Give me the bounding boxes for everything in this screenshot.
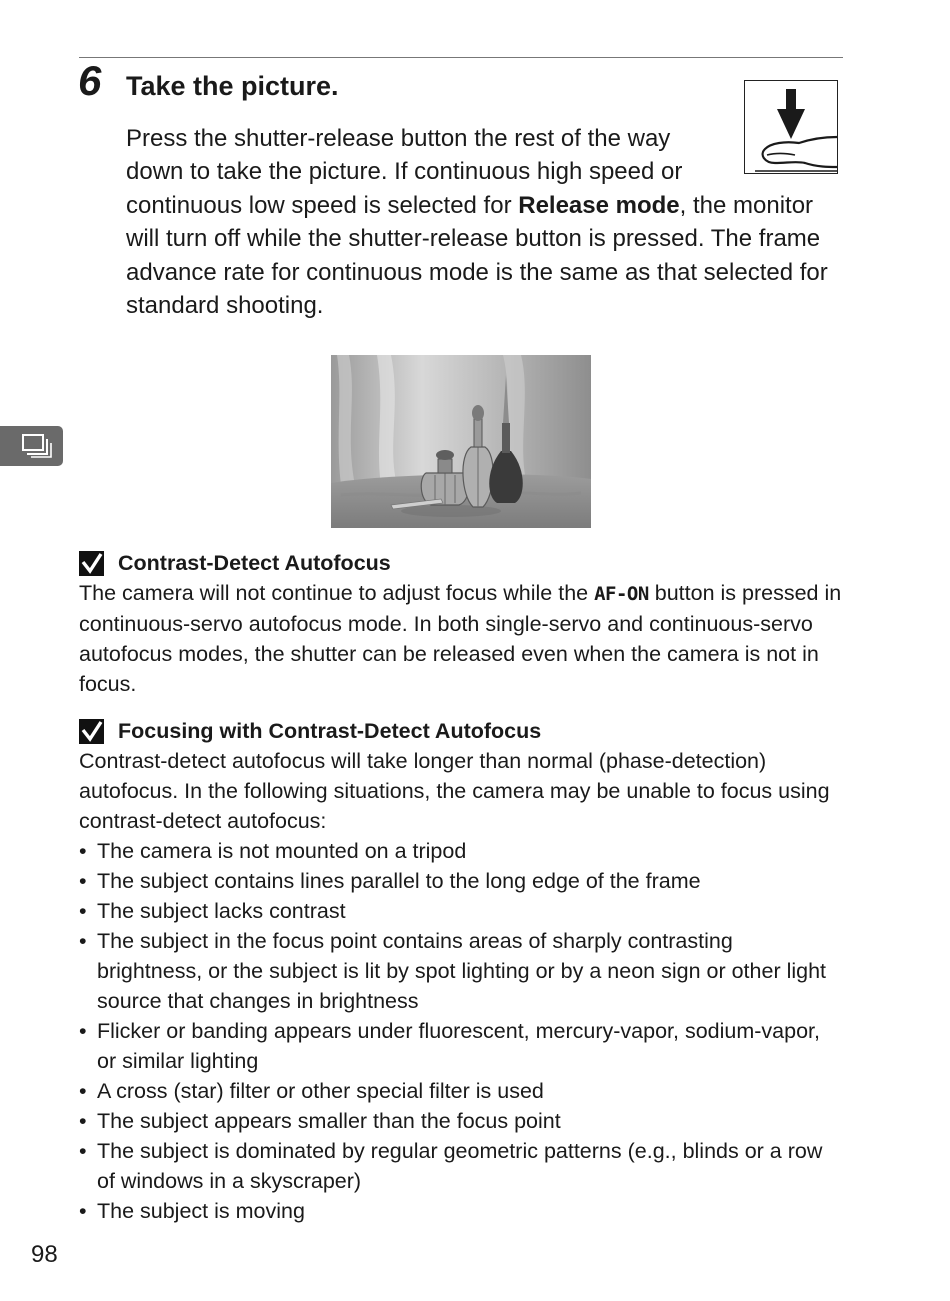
top-rule bbox=[79, 57, 843, 58]
bullet-list bbox=[79, 836, 843, 1226]
list-item: • The subject lacks contrast bbox=[79, 896, 843, 926]
check-note-icon bbox=[79, 551, 104, 576]
af-on-button-label: AF-ON bbox=[594, 583, 649, 605]
live-view-tab bbox=[0, 426, 63, 466]
release-mode-label: Release mode bbox=[518, 191, 680, 219]
note-contrast-detect bbox=[79, 548, 843, 699]
note-heading bbox=[79, 716, 843, 746]
note-intro: Contrast-detect autofocus will take longer than normal (phase-detection) autofocus. In the following situations, the camera may be unable to focus using contrast-detect autofocus: bbox=[79, 749, 830, 833]
list-item: • The subject is moving bbox=[79, 1196, 843, 1226]
list-item: • Flicker or banding appears under fluorescent, mercury-vapor, sodium-vapor, or similar lighting bbox=[79, 1016, 843, 1076]
list-item: • The subject in the focus point contains areas of sharply contrasting brightness, or the subject is lit by spot lighting or by a neon sign or other light source that changes in brightness bbox=[79, 926, 843, 1016]
list-item: • The subject is dominated by regular geometric patterns (e.g., blinds or a row of windows in a skyscraper) bbox=[79, 1136, 843, 1196]
step-text-2: , the monitor will turn off while the shutter-release button is pressed. The frame advance rate for continuous mode is the same as that selected for standard shooting. bbox=[126, 191, 828, 320]
list-item: • The camera is not mounted on a tripod bbox=[79, 836, 843, 866]
note-text-2: button is pressed in continuous-servo autofocus mode. In both single-servo and continuous-servo autofocus modes, the shutter can be released even when the camera is not in focus. bbox=[79, 581, 842, 696]
list-item: • The subject appears smaller than the focus point bbox=[79, 1106, 843, 1136]
note-text bbox=[79, 578, 843, 699]
note-text-1: The camera will not continue to adjust focus while the bbox=[79, 581, 595, 605]
note-heading bbox=[79, 548, 843, 578]
list-item: • The subject contains lines parallel to the long edge of the frame bbox=[79, 866, 843, 896]
step-number: 6 bbox=[78, 57, 102, 104]
icon-spacer bbox=[708, 122, 842, 188]
step-body bbox=[126, 122, 842, 322]
live-view-tab-icon bbox=[22, 434, 52, 458]
step-text-1: Press the shutter-release button the rest of the way down to take the picture. If continuous high speed or continuous low speed is selected for bbox=[126, 125, 683, 219]
step-title: Take the picture. bbox=[126, 71, 339, 101]
check-note-icon bbox=[79, 719, 104, 744]
list-item: • A cross (star) filter or other special filter is used bbox=[79, 1076, 843, 1106]
note-focusing-contrast-detect bbox=[79, 716, 843, 1226]
note-title: Contrast-Detect Autofocus bbox=[118, 551, 391, 575]
perfume-bottles-photo bbox=[331, 355, 591, 528]
note-title: Focusing with Contrast-Detect Autofocus bbox=[118, 719, 542, 743]
page-number: 98 bbox=[31, 1241, 58, 1268]
